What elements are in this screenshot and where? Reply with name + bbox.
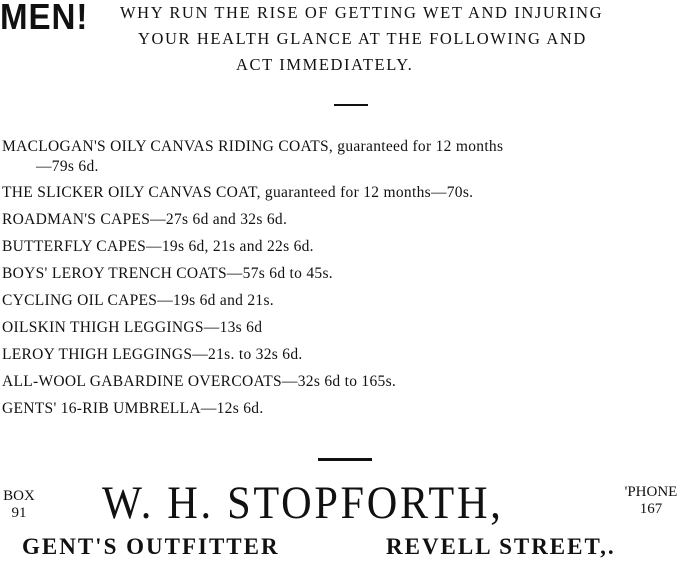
price-item	[2, 211, 287, 229]
phone-number	[612, 484, 689, 518]
headline-men: MEN!	[0, 0, 89, 37]
headline-line-2: YOUR HEALTH GLANCE AT THE FOLLOWING AND	[138, 29, 587, 48]
price-item-text: BUTTERFLY CAPES—19s 6d, 21s and 22s 6d.	[2, 238, 314, 255]
box-label: BOX	[3, 488, 35, 504]
price-item-continuation: —79s 6d.	[36, 158, 99, 175]
price-item	[2, 292, 274, 310]
headline-line-1: WHY RUN THE RISE OF GETTING WET AND INJURING	[120, 3, 604, 22]
price-item-text: BOYS' LEROY TRENCH COATS—57s 6d to 45s.	[2, 265, 333, 282]
price-item-text: OILSKIN THIGH LEGGINGS—13s 6d	[2, 319, 263, 336]
price-item-text: CYCLING OIL CAPES—19s 6d and 21s.	[2, 292, 274, 309]
divider-bottom	[318, 458, 372, 461]
price-item-text: LEROY THIGH LEGGINGS—21s. to 32s 6d.	[2, 346, 303, 363]
price-item	[2, 265, 333, 283]
price-item	[2, 346, 303, 364]
phone-value: 167	[639, 501, 663, 517]
phone-label: 'PHONE	[624, 484, 678, 500]
trade-title: GENT'S OUTFITTER	[22, 534, 280, 559]
price-item-text: ALL-WOOL GABARDINE OVERCOATS—32s 6d to 165s.	[2, 373, 397, 390]
price-item-text: MACLOGAN'S OILY CANVAS RIDING COATS, guaranteed for 12 months	[2, 138, 504, 155]
divider-top	[334, 104, 368, 106]
box-number	[2, 488, 36, 522]
store-name: W. H. STOPFORTH,	[102, 477, 504, 529]
store-address: REVELL STREET,.	[386, 534, 616, 559]
price-item	[2, 400, 264, 418]
price-item	[2, 138, 503, 178]
headline-line-3: ACT IMMEDIATELY.	[236, 55, 414, 74]
price-item-text: THE SLICKER OILY CANVAS COAT, guaranteed for 12 months—70s.	[2, 184, 474, 201]
headline-text	[116, 0, 689, 78]
price-item-text: GENTS' 16-RIB UMBRELLA—12s 6d.	[2, 400, 264, 417]
price-item	[2, 184, 473, 202]
price-item	[2, 319, 262, 337]
price-item	[2, 238, 314, 256]
price-item	[2, 373, 396, 391]
box-value: 91	[11, 505, 27, 521]
price-item-text: ROADMAN'S CAPES—27s 6d and 32s 6d.	[2, 211, 288, 228]
